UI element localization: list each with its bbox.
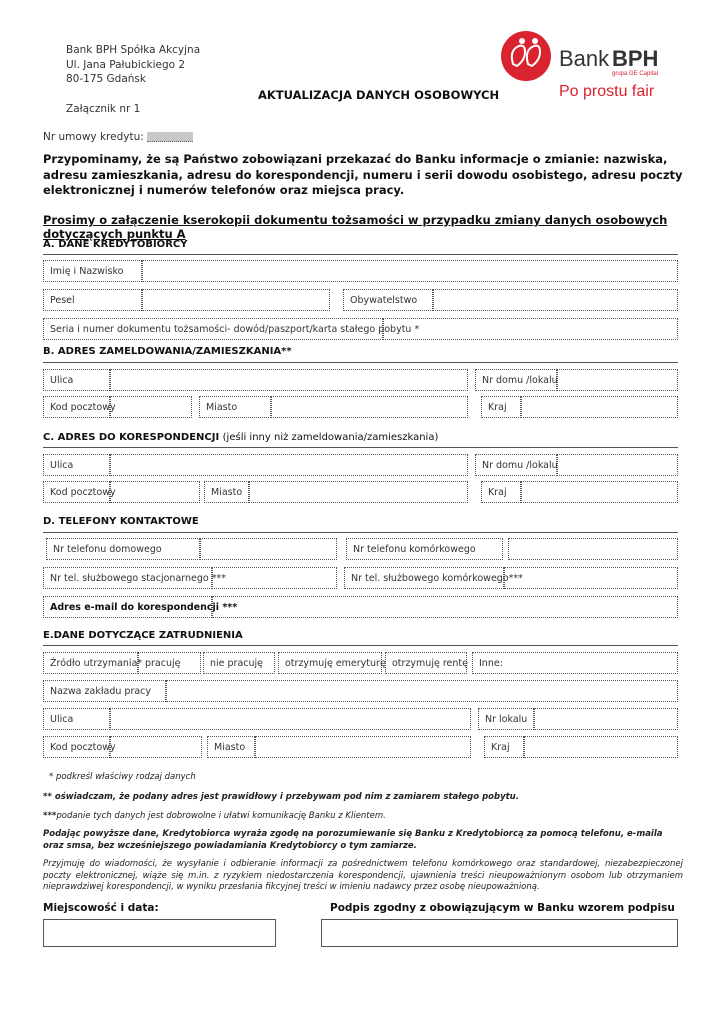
logo-sub: grupa GE Capital [612,71,659,77]
postal-code-label: Kod pocztowy [43,396,110,418]
bank-address [66,43,200,87]
id-document-label: Seria i numer dokumentu tożsamości- dowód/paszport/karta stałego pobytu * [43,318,383,340]
divider [43,532,678,533]
request-note: Prosimy o załączenie kserokopii dokumentu tożsamości w przypadku zmiany danych osobowych dotyczących punktu A [43,213,668,241]
option-pension[interactable]: otrzymuję emeryturę [278,652,382,674]
option-working[interactable]: pracuję [138,652,201,674]
postal-code-input[interactable] [110,481,200,503]
mobile-phone-input[interactable] [508,538,678,560]
house-number-input[interactable] [557,369,678,391]
option-disability-pension[interactable]: otrzymuję rentę [385,652,467,674]
street-input[interactable] [110,708,471,730]
city-label: Miasto [207,736,255,758]
place-date-input[interactable] [43,919,276,947]
divider [43,645,678,646]
divider [43,254,678,255]
option-not-working[interactable]: nie pracuję [203,652,275,674]
city-label: Miasto [204,481,249,503]
home-phone-label: Nr telefonu domowego [46,538,200,560]
city-input[interactable] [271,396,468,418]
section-e-title: E.DANE DOTYCZĄCE ZATRUDNIENIA [43,630,243,641]
page-title: AKTUALIZACJA DANYCH OSOBOWYCH [258,88,500,102]
house-number-input[interactable] [557,454,678,476]
pesel-input[interactable] [142,289,330,311]
street-label: Ulica [43,454,110,476]
city-label: Miasto [199,396,271,418]
bank-logo [498,30,698,105]
postal-code-label: Kod pocztowy [43,481,110,503]
country-label: Kraj [481,396,521,418]
footnote-risk: Przyjmuję do wiadomości, że wysyłanie i odbieranie informacji za pośrednictwem telefonu komórkowego oraz standardowej, niezabezpieczonej poczty elektronicznej, wiąże się m.in. z ryzykiem niedostarczenia korespondencji, ujawnienia treści nieupoważnionym osobom lub otrzymaniem nieprawdziwej korespondencji, w wyniku przesłania fikcyjnej treści w imieniu nadawcy przez osobę nieupoważnioną. [43,859,683,892]
country-label: Kraj [481,481,521,503]
footnote-optional-mark: *** [43,811,57,821]
country-input[interactable] [521,481,678,503]
logo-slogan: Po prostu fair [559,83,655,100]
work-mobile-input[interactable] [504,567,678,589]
section-c-title-main: C. ADRES DO KORESPONDENCJI [43,432,220,443]
work-phone-input[interactable] [212,567,337,589]
signature-input[interactable] [321,919,678,947]
unit-number-label: Nr lokalu [478,708,534,730]
work-mobile-label: Nr tel. służbowego komórkowego*** [344,567,504,589]
street-label: Ulica [43,369,110,391]
income-source-label: Źródło utrzymania* [43,652,138,674]
postal-code-input[interactable] [110,736,202,758]
logo-name-bold: BPH [612,46,659,71]
footnote-underline: * podkreśl właściwy rodzaj danych [49,772,196,782]
address-line: 80-175 Gdańsk [66,73,146,85]
postal-code-label: Kod pocztowy [43,736,110,758]
name-label: Imię i Nazwisko [43,260,142,282]
logo-emblem-icon [498,30,698,105]
citizenship-label: Obywatelstwo [343,289,433,311]
house-number-label: Nr domu /lokalu [475,454,557,476]
divider [43,447,678,448]
footnote-consent: Podając powyższe dane, Kredytobiorca wyraża zgodę na porozumiewanie się Banku z Kredytobiorcą za pomocą telefonu, e-maila oraz smsa, bez wcześniejszego powiadamiania Kredytobiorcy o tym zamiarze. [43,829,663,851]
unit-number-input[interactable] [534,708,678,730]
contract-label: Nr umowy kredytu: [43,131,144,143]
footnote-address: ** oświadczam, że podany adres jest prawidłowy i przebywam pod nim z zamiarem stałego pobytu. [43,792,519,802]
contract-number [43,131,193,143]
section-b-title: B. ADRES ZAMELDOWANIA/ZAMIESZKANIA** [43,346,292,357]
address-line: Bank BPH Spółka Akcyjna [66,44,201,56]
section-a-title: A. DANE KREDYTOBIORCY [43,239,188,250]
mobile-phone-label: Nr telefonu komórkowego [346,538,503,560]
email-input[interactable] [212,596,678,618]
footnote-optional-text: podanie tych danych jest dobrowolne i ułatwi komunikację Banku z Klientem. [56,811,386,821]
attachment-label: Załącznik nr 1 [66,103,141,115]
id-document-input[interactable] [383,318,678,340]
section-c-title [43,432,438,443]
postal-code-input[interactable] [110,396,192,418]
section-c-title-note: (jeśli inny niż zameldowania/zamieszkania) [222,432,439,443]
work-phone-label: Nr tel. służbowego stacjonarnego *** [43,567,212,589]
section-d-title: D. TELEFONY KONTAKTOWE [43,516,199,527]
place-date-label: Miejscowość i data: [43,902,159,914]
city-input[interactable] [255,736,471,758]
house-number-label: Nr domu /lokalu [475,369,557,391]
street-label: Ulica [43,708,110,730]
street-input[interactable] [110,454,468,476]
pesel-label: Pesel [43,289,142,311]
employer-label: Nazwa zakładu pracy [43,680,166,702]
country-label: Kraj [484,736,524,758]
reminder-note: Przypominamy, że są Państwo zobowiązani przekazać do Banku informacje o zmianie: nazwiska, adresu zamieszkania, adresu do korespondencji, numeru i serii dowodu osobistego, adresu poczty elektronicznej i numerów telefonów oraz miejsca pracy. [43,152,683,197]
home-phone-input[interactable] [200,538,337,560]
logo-name: Bank [559,46,610,71]
option-other[interactable]: Inne: [472,652,678,674]
city-input[interactable] [249,481,468,503]
citizenship-input[interactable] [433,289,678,311]
email-label: Adres e-mail do korespondencji *** [43,596,212,618]
street-input[interactable] [110,369,468,391]
country-input[interactable] [521,396,678,418]
footnote-optional [43,811,683,823]
signature-label: Podpis zgodny z obowiązującym w Banku wzorem podpisu [330,902,675,914]
country-input[interactable] [524,736,678,758]
name-input[interactable] [142,260,678,282]
contract-number-field[interactable] [147,132,193,142]
address-line: Ul. Jana Pałubickiego 2 [66,58,186,71]
employer-input[interactable] [166,680,678,702]
divider [43,362,678,363]
